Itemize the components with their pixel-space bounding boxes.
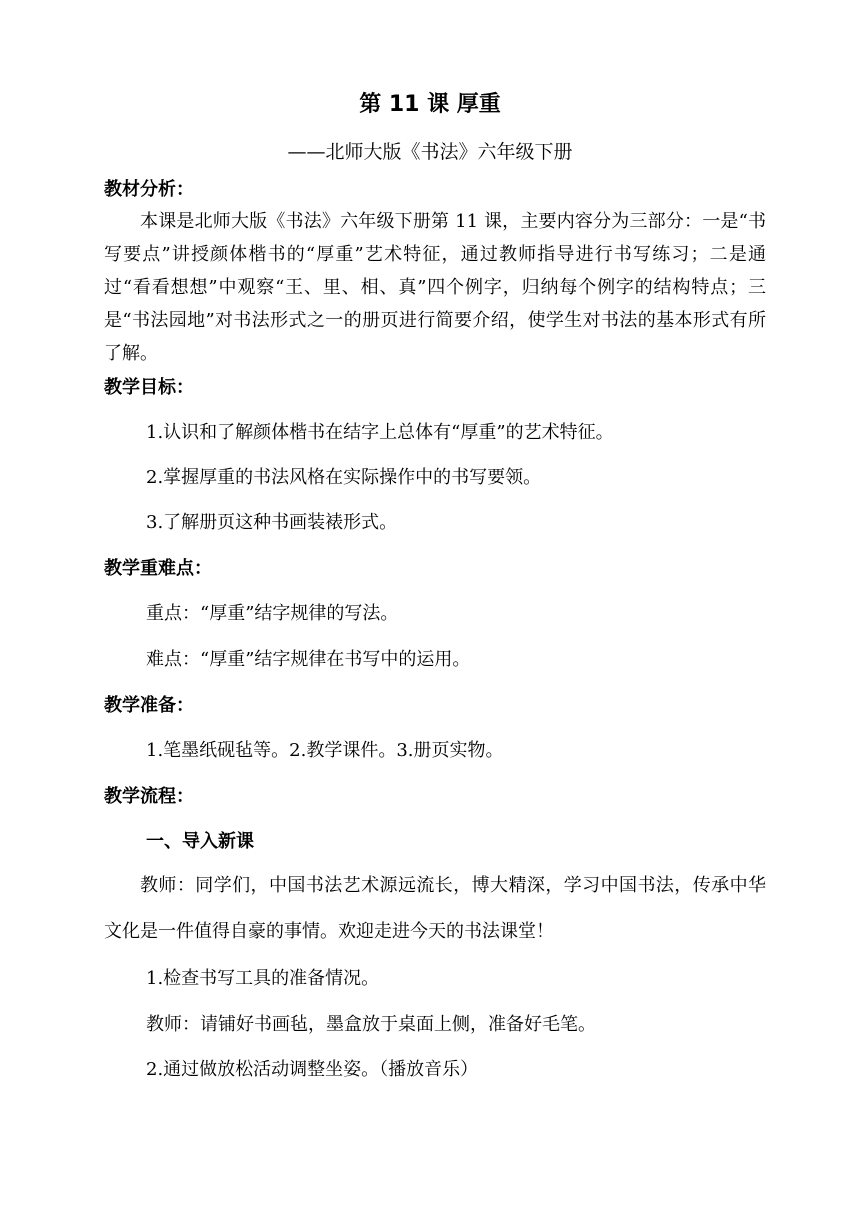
flow-item-1: 1.检查书写工具的准备情况。	[146, 968, 380, 989]
key-point-emphasis: 重点：“厚重”结字规律的写法。	[146, 603, 399, 624]
page-subtitle: ——北师大版《书法》六年级下册	[287, 141, 573, 163]
prep-text: 1.笔墨纸砚毡等。2.教学课件。3.册页实物。	[146, 740, 504, 761]
prep-heading: 教学准备：	[104, 695, 194, 716]
goals-heading: 教学目标：	[104, 377, 194, 398]
analysis-heading: 教材分析：	[104, 179, 194, 200]
key-point-difficulty: 难点：“厚重”结字规律在书写中的运用。	[146, 649, 471, 670]
analysis-paragraph: 本课是北师大版《书法》六年级下册第 11 课，主要内容分为三部分：一是“书写要点”讲授颜体楷书的“厚重”艺术特征，通过教师指导进行书写练习；二是通过“看看想想”中观察“王、里、相、真”四个例字，归纳每个例字的结构特点；三是“书法园地”对书法形式之一的册页进行简要介绍，使学生对书法的基本形式有所了解。	[104, 211, 766, 364]
page-title: 第 11 课 厚重	[359, 92, 501, 117]
flow-heading: 教学流程：	[104, 786, 194, 807]
flow-step-1-heading: 一、导入新课	[146, 831, 254, 852]
flow-item-2: 教师：请铺好书画毡，墨盒放于桌面上侧，准备好毛笔。	[146, 1014, 596, 1035]
flow-item-3: 2.通过做放松活动调整坐姿。（播放音乐）	[146, 1059, 479, 1080]
goal-item-1: 1.认识和了解颜体楷书在结字上总体有“厚重”的艺术特征。	[146, 422, 614, 443]
flow-step-1-paragraph: 教师：同学们，中国书法艺术源远流长，博大精深，学习中国书法，传承中华文化是一件值得自豪的事情。欢迎走进今天的书法课堂！	[104, 875, 766, 942]
goal-item-3: 3.了解册页这种书画装裱形式。	[146, 512, 398, 533]
key-points-heading: 教学重难点：	[104, 558, 212, 579]
goal-item-2: 2.掌握厚重的书法风格在实际操作中的书写要领。	[146, 467, 542, 488]
